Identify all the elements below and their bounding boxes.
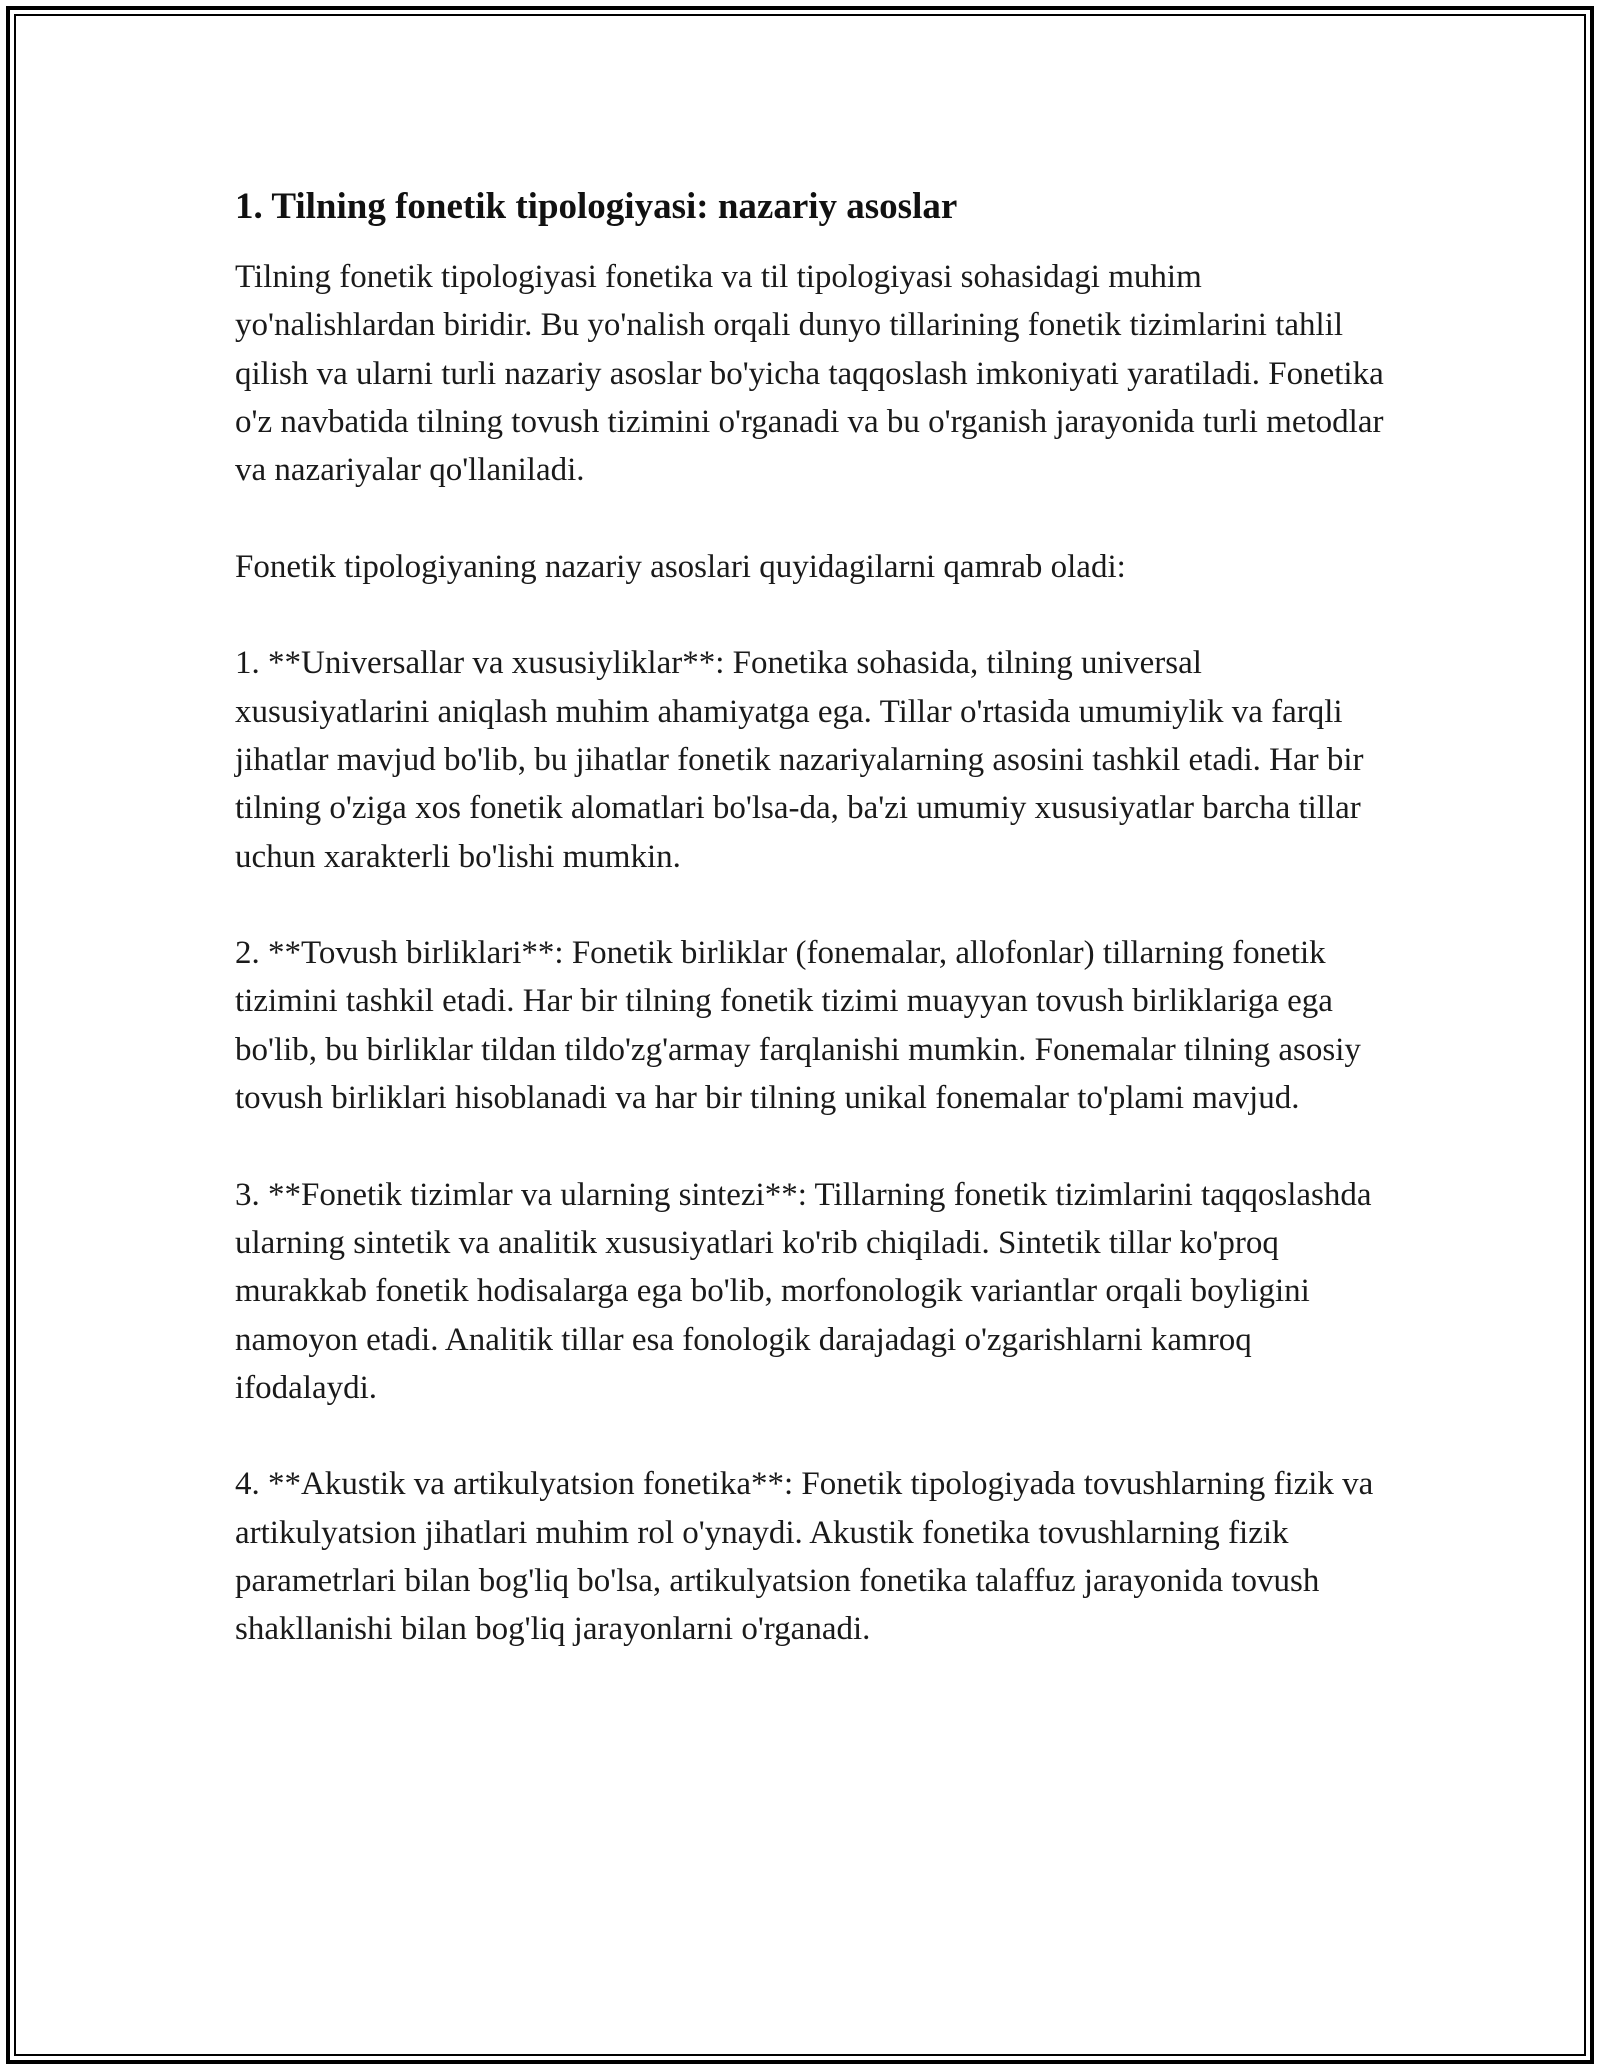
list-item-universals: 1. **Universallar va xususiyliklar**: Fonetika sohasida, tilning universal xususiyatlarini aniqlash muhim ahamiyatga ega. Tillar o'rtasida umumiylik va farqli jihatlar mavjud bo'lib, bu jihatlar fonetik nazariyalarning asosini tashkil etadi. Har bir tilning o'ziga xos fonetik alomatlari bo'lsa-da, ba'zi umumiy xususiyatlar barcha tillar uchun xarakterli bo'lishi mumkin. [235,645,1364,875]
section-heading: 1. Tilning fonetik tipologiyasi: nazariy asoslar [235,186,958,227]
list-item-acoustic-articulatory: 4. **Akustik va artikulyatsion fonetika**: Fonetik tipologiyada tovushlarning fizik va artikulyatsion jihatlari muhim rol o'ynaydi. Akustik fonetika tovushlarning fizik parametrlari bilan bog'liq bo'lsa, artikulyatsion fonetika talaffuz jarayonida tovush shakllanishi bilan bog'liq jarayonlarni o'rganadi. [235,1466,1374,1648]
document-body [235,185,1385,1702]
list-item-sound-units: 2. **Tovush birliklari**: Fonetik birliklar (fonemalar, allofonlar) tillarning fonetik tizimini tashkil etadi. Har bir tilning fonetik tizimi muayyan tovush birliklariga ega bo'lib, bu birliklar tildan tildo'zg'armay farqlanishi mumkin. Fonemalar tilning asosiy tovush birliklari hisoblanadi va har bir tilning unikal fonemalar to'plami mavjud. [235,935,1361,1117]
list-intro-paragraph: Fonetik tipologiyaning nazariy asoslari quyidagilarni qamrab oladi: [235,548,1126,585]
intro-paragraph: Tilning fonetik tipologiyasi fonetika va til tipologiyasi sohasidagi muhim yo'nalishlardan biridir. Bu yo'nalish orqali dunyo tillarining fonetik tizimlarini tahlil qilish va ularni turli nazariy asoslar bo'yicha taqqoslash imkoniyati yaratiladi. Fonetika o'z navbatida tilning tovush tizimini o'rganadi va bu o'rganish jarayonida turli metodlar va nazariyalar qo'llaniladi. [235,259,1384,489]
list-item-phonetic-systems: 3. **Fonetik tizimlar va ularning sintezi**: Tillarning fonetik tizimlarini taqqoslashda ularning sintetik va analitik xususiyatlari ko'rib chiqiladi. Sintetik tillar ko'proq murakkab fonetik hodisalarga ega bo'lib, morfonologik variantlar orqali boyligini namoyon etadi. Analitik tillar esa fonologik darajadagi o'zgarishlarni kamroq ifodalaydi. [235,1176,1372,1406]
